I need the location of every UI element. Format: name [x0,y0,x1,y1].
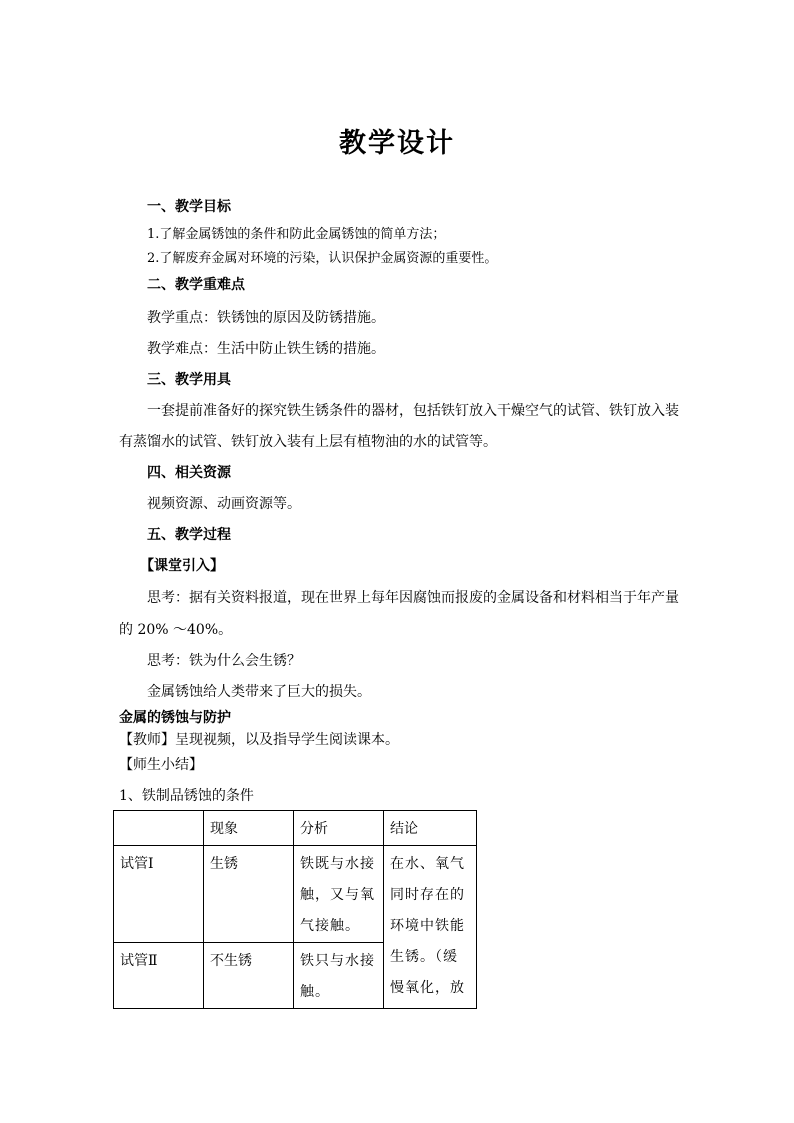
tools-line-1: 一套提前准备好的探究铁生锈条件的器材，包括铁钉放入干燥空气的试管、铁钉放入装 [147,403,679,419]
key-point-text: 教学重点：铁锈蚀的原因及防锈措施。 [147,310,385,326]
section-heading-tools: 三、教学用具 [147,372,231,388]
loss-text: 金属锈蚀给人类带来了巨大的损失。 [147,684,371,700]
think-2: 思考：铁为什么会生锈？ [147,653,301,669]
conclusion-cell: 在水、氧气同时存在的环境中铁能生锈。（缓慢氧化，放 [384,846,477,1009]
section-heading-goals: 一、教学目标 [147,199,231,215]
summary-label: 【师生小结】 [119,757,203,773]
table-header-row [114,811,477,846]
page-title: 教学设计 [339,128,455,159]
table-row [114,846,477,943]
table-cell: 生锈 [204,846,294,943]
think-1-line-2: 的 20% ～40%。 [119,622,233,638]
table-cell: 不生锈 [204,943,294,1009]
section-heading-key-points: 二、教学重难点 [147,277,245,293]
goal-item-2: 2.了解废弃金属对环境的污染，认识保护金属资源的重要性。 [147,251,498,266]
tools-line-2: 有蒸馏水的试管、铁钉放入装有上层有植物油的水的试管等。 [119,434,497,450]
table-header-cell [114,811,204,846]
table-header-cell: 分析 [294,811,384,846]
table-cell: 试管Ⅱ [114,943,204,1009]
section-heading-resources: 四、相关资源 [147,465,231,481]
table-cell: 试管Ⅰ [114,846,204,943]
table-header-cell: 结论 [384,811,477,846]
goal-item-1: 1.了解金属锈蚀的条件和防此金属锈蚀的简单方法； [147,227,446,242]
table-cell: 铁既与水接触，又与氧气接触。 [294,846,384,943]
think-1-line-1: 思考：据有关资料报道，现在世界上每年因腐蚀而报废的金属设备和材料相当于年产量 [147,590,679,606]
intro-label: 【课堂引入】 [140,558,224,574]
difficult-point-text: 教学难点：生活中防止铁生锈的措施。 [147,341,385,357]
rust-condition-title: 1、铁制品锈蚀的条件 [119,788,254,804]
table-cell: 铁只与水接触。 [294,943,384,1009]
table-header-cell: 现象 [204,811,294,846]
rust-condition-table [113,810,477,1009]
subheading-rust-protection: 金属的锈蚀与防护 [119,710,231,726]
section-heading-process: 五、教学过程 [147,527,231,543]
teacher-text: 【教师】呈现视频，以及指导学生阅读课本。 [119,732,399,748]
resources-text: 视频资源、动画资源等。 [147,496,301,512]
